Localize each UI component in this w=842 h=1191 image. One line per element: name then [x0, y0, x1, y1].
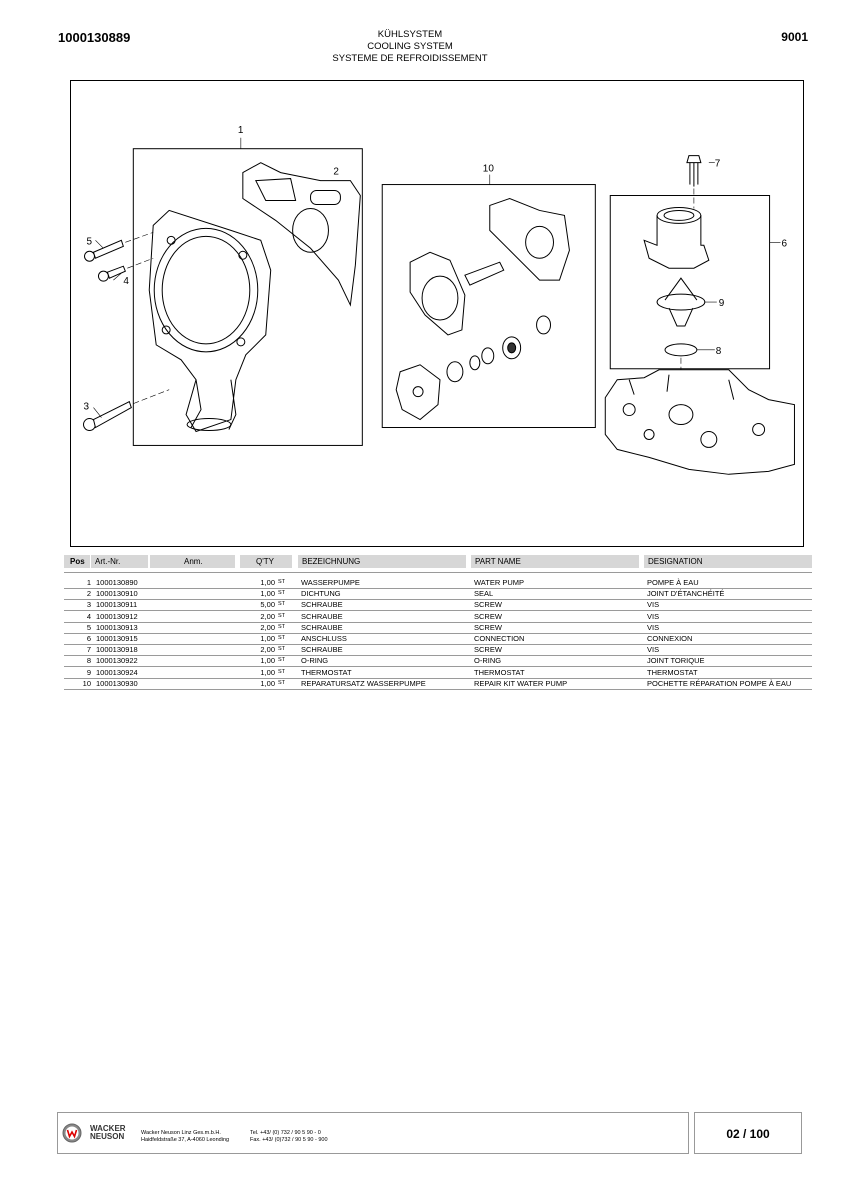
cell-art-nr: 1000130910 [96, 589, 138, 599]
cell-qty: 1,00 [260, 667, 275, 677]
cell-pos: 10 [82, 678, 91, 688]
table-row [64, 599, 812, 611]
title-english: COOLING SYSTEM [367, 41, 453, 52]
wacker-neuson-logo-icon [62, 1123, 82, 1143]
table-row [64, 577, 812, 589]
table-row [64, 667, 812, 679]
column-header-qty: Q'TY [240, 555, 292, 568]
cell-unit: ST [278, 679, 286, 686]
cell-bezeichnung: SCHRAUBE [301, 645, 343, 655]
engine-block-fragment [605, 370, 794, 475]
cell-part-name: O-RING [474, 656, 502, 666]
page-indicator: 02 / 100 [694, 1112, 802, 1154]
cell-pos: 7 [86, 645, 91, 655]
cell-part-name: WATER PUMP [474, 578, 524, 587]
cell-art-nr: 1000130930 [96, 678, 138, 688]
cell-unit: ST [278, 657, 286, 664]
cell-qty: 2,00 [260, 622, 275, 632]
cell-qty: 2,00 [260, 611, 275, 621]
callout-2: 2 [333, 166, 339, 178]
table-row [64, 655, 812, 667]
cell-designation: JOINT TORIQUE [647, 656, 705, 666]
exploded-parts-diagram [70, 80, 804, 547]
cell-qty: 1,00 [260, 634, 275, 643]
cell-part-name: SCREW [474, 645, 502, 655]
cell-unit: ST [278, 579, 286, 585]
cell-bezeichnung: REPARATURSATZ WASSERPUMPE [301, 678, 426, 688]
o-ring [665, 344, 697, 356]
cell-part-name: SEAL [474, 589, 494, 599]
parts-drawing [71, 81, 803, 546]
table-row [64, 678, 812, 690]
column-header-anm: Anm. [150, 555, 235, 568]
company-address: Haidfeldstraße 37, A-4060 Leonding [141, 1137, 230, 1143]
cell-designation: VIS [647, 600, 660, 610]
callout-5: 5 [86, 236, 93, 248]
cell-bezeichnung: THERMOSTAT [301, 667, 352, 677]
cell-bezeichnung: WASSERPUMPE [301, 578, 360, 587]
cell-art-nr: 1000130915 [96, 634, 138, 643]
cell-qty: 1,00 [260, 678, 275, 688]
cell-qty: 1,00 [260, 578, 275, 587]
cell-designation: POMPE À EAU [647, 578, 699, 587]
fax: Fax. +43/ (0)732 / 90 5 90 - 900 [250, 1137, 328, 1143]
table-row [64, 588, 812, 600]
callout-6: 6 [781, 238, 788, 250]
table-divider [64, 572, 812, 573]
cell-art-nr: 1000130924 [96, 667, 138, 677]
cell-pos: 8 [86, 656, 91, 666]
title-german: KÜHLSYSTEM [377, 29, 443, 40]
callout-8: 8 [715, 345, 722, 357]
cell-qty: 1,00 [260, 589, 275, 599]
screw-7 [687, 156, 701, 209]
cell-designation: VIS [647, 611, 660, 621]
cell-bezeichnung: SCHRAUBE [301, 600, 343, 610]
cell-unit: ST [278, 590, 286, 597]
cell-designation: POCHETTE RÉPARATION POMPE À EAU [647, 678, 792, 688]
cell-art-nr: 1000130890 [96, 578, 138, 587]
cell-bezeichnung: SCHRAUBE [301, 622, 343, 632]
title-block [250, 29, 570, 65]
callout-9: 9 [718, 298, 725, 310]
footer-company-block [57, 1112, 689, 1154]
cell-part-name: CONNECTION [474, 634, 525, 643]
bolt-3 [84, 390, 170, 431]
cell-pos: 3 [86, 600, 91, 610]
cell-pos: 4 [86, 611, 91, 621]
column-header-bezeichnung: BEZEICHNUNG [298, 555, 466, 568]
cell-pos: 1 [86, 578, 91, 587]
cell-bezeichnung: ANSCHLUSS [301, 634, 347, 643]
callout-4: 4 [123, 276, 129, 288]
column-header-pos: Pos [64, 555, 90, 568]
table-row [64, 633, 812, 645]
brand-line-1: WACKER [90, 1124, 126, 1133]
telephone: Tel. +43/ (0) 732 / 90 5 90 - 0 [250, 1130, 321, 1136]
cell-qty: 1,00 [260, 656, 275, 666]
cell-unit: ST [278, 612, 286, 619]
callout-10: 10 [482, 163, 494, 175]
title-french: SYSTEME DE REFROIDISSEMENT [332, 53, 488, 64]
cell-pos: 2 [86, 589, 91, 599]
cell-bezeichnung: DICHTUNG [301, 589, 341, 599]
cell-designation: CONNEXION [647, 634, 693, 643]
cell-designation: VIS [647, 645, 660, 655]
cell-art-nr: 1000130912 [96, 611, 138, 621]
cell-pos: 9 [86, 667, 91, 677]
cell-bezeichnung: O-RING [301, 656, 329, 666]
brand-wordmark [90, 1125, 126, 1141]
page-code: 9001 [781, 30, 808, 44]
cell-unit: ST [278, 601, 286, 608]
cell-bezeichnung: SCHRAUBE [301, 611, 343, 621]
brand-line-2: NEUSON [90, 1132, 125, 1141]
cell-part-name: THERMOSTAT [474, 667, 525, 677]
cell-qty: 5,00 [260, 600, 275, 610]
column-header-designation: DESIGNATION [644, 555, 812, 568]
cell-designation: JOINT D'ÉTANCHÉITÉ [647, 589, 725, 599]
cell-designation: VIS [647, 622, 660, 632]
contact-info [250, 1130, 328, 1144]
document-number: 1000130889 [58, 30, 131, 45]
cell-pos: 5 [86, 622, 91, 632]
thermostat [657, 278, 705, 326]
table-row [64, 611, 812, 623]
cell-part-name: SCREW [474, 611, 502, 621]
cell-part-name: SCREW [474, 600, 502, 610]
water-pump-housing [149, 210, 270, 431]
repair-kit-parts [396, 198, 569, 419]
column-header-art-nr: Art.-Nr. [91, 555, 148, 568]
cell-part-name: SCREW [474, 622, 502, 632]
cell-art-nr: 1000130913 [96, 622, 138, 632]
cell-unit: ST [278, 668, 286, 675]
connection-housing [644, 207, 709, 268]
cell-pos: 6 [86, 634, 91, 643]
bolt-5 [85, 232, 154, 261]
callout-7: 7 [714, 158, 721, 170]
cell-part-name: REPAIR KIT WATER PUMP [474, 678, 568, 688]
cell-unit: ST [278, 646, 286, 653]
cell-art-nr: 1000130911 [96, 600, 138, 610]
cell-qty: 2,00 [260, 645, 275, 655]
table-row [64, 622, 812, 634]
column-header-part-name: PART NAME [471, 555, 639, 568]
company-info [141, 1130, 229, 1144]
table-row [64, 644, 812, 656]
cell-unit: ST [278, 635, 286, 641]
cell-unit: ST [278, 623, 286, 630]
company-name: Wacker Neuson Linz Ges.m.b.H. [141, 1130, 221, 1136]
callout-3: 3 [83, 401, 90, 413]
cell-art-nr: 1000130918 [96, 645, 138, 655]
cell-art-nr: 1000130922 [96, 656, 138, 666]
callout-1: 1 [237, 124, 244, 136]
cell-designation: THERMOSTAT [647, 667, 698, 677]
